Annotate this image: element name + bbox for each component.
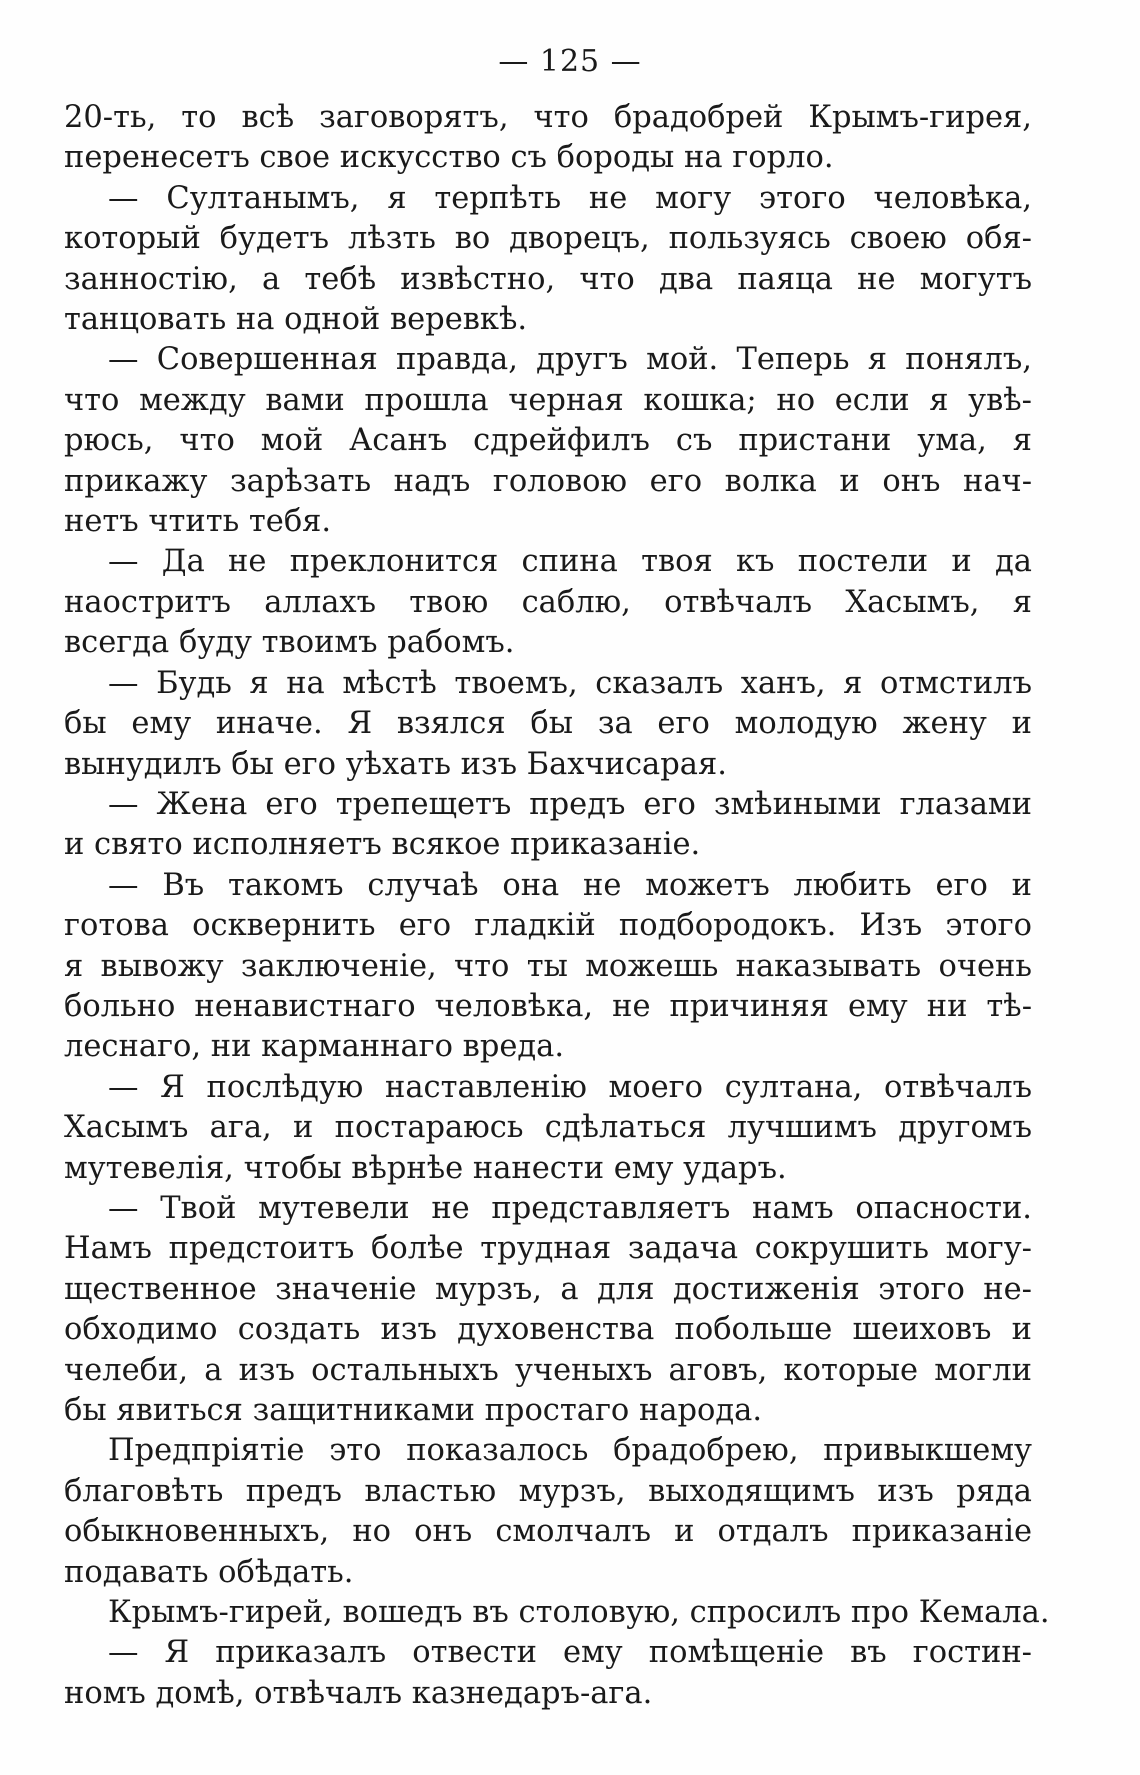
- text-line: — Будь я на мѣстѣ твоемъ, сказалъ ханъ, я отмстилъ: [108, 665, 1032, 701]
- text-line: — Совершенная правда, другъ мой. Теперь я понялъ,: [108, 342, 1032, 378]
- text-line: перенесетъ свое искусство съ бороды на горло.: [64, 140, 834, 176]
- text-line: — Я послѣдую наставленію моего султана, отвѣчалъ: [108, 1069, 1032, 1105]
- text-line: Предпріятіе это показалось брадобрею, привыкшему: [108, 1433, 1032, 1469]
- paragraph: [64, 866, 1032, 1068]
- text-line: — Я приказалъ отвести ему помѣщеніе въ гостин-: [108, 1635, 1032, 1671]
- text-line: мутевелія, чтобы вѣрнѣе нанести ему ударъ.: [64, 1150, 787, 1186]
- text-line: готова осквернить его гладкій подбородокъ. Изъ этого: [64, 908, 1032, 944]
- page-text: [64, 98, 1050, 1714]
- text-line: прикажу зарѣзать надъ головою его волка и онъ нач-: [64, 463, 1032, 499]
- text-line: занностію, а тебѣ извѣстно, что два паяца не могутъ: [64, 261, 1032, 297]
- paragraph: [64, 542, 1032, 663]
- paragraph: [64, 1633, 1032, 1714]
- paragraph: [64, 1189, 1032, 1431]
- page-number: — 125 —: [498, 44, 642, 79]
- text-line: танцовать на одной веревкѣ.: [64, 302, 528, 338]
- paragraph: [64, 340, 1032, 542]
- text-line: номъ домѣ, отвѣчалъ казнедаръ-ага.: [64, 1675, 653, 1711]
- text-line: бы ему иначе. Я взялся бы за его молодую жену и: [64, 706, 1032, 742]
- text-line: челеби, а изъ остальныхъ ученыхъ аговъ, которые могли: [64, 1352, 1032, 1388]
- paragraph: [64, 785, 1032, 866]
- paragraph: [64, 98, 1032, 179]
- text-line: я вывожу заключеніе, что ты можешь наказывать очень: [64, 948, 1032, 984]
- text-line: что между вами прошла черная кошка; но если я увѣ-: [64, 382, 1032, 418]
- text-line: Крымъ-гирей, вошедъ въ столовую, спросилъ про Кемала.: [108, 1595, 1050, 1631]
- text-line: больно ненавистнаго человѣка, не причиняя ему ни тѣ-: [64, 988, 1032, 1024]
- text-line: 20-ть, то всѣ заговорятъ, что брадобрей Крымъ-гирея,: [64, 100, 1032, 135]
- text-line: леснаго, ни карманнаго вреда.: [64, 1029, 565, 1065]
- text-line: вынудилъ бы его уѣхать изъ Бахчисарая.: [64, 746, 727, 782]
- paragraph: [64, 1593, 1050, 1633]
- text-line: — Твой мутевели не представляетъ намъ опасности.: [108, 1190, 1032, 1226]
- text-line: который будетъ лѣзть во дворецъ, пользуясь своею обя-: [64, 221, 1032, 257]
- paragraph: [64, 1068, 1032, 1189]
- text-line: рюсь, что мой Асанъ сдрейфилъ съ пристани ума, я: [64, 423, 1032, 459]
- text-line: Намъ предстоитъ болѣе трудная задача сокрушить могу-: [64, 1231, 1032, 1267]
- paragraph: [64, 664, 1032, 785]
- text-line: благовѣть предъ властью мурзъ, выходящимъ изъ ряда: [64, 1473, 1032, 1509]
- text-line: и свято исполняетъ всякое приказаніе.: [64, 827, 701, 863]
- text-line: — Жена его трепещетъ предъ его змѣиными глазами: [108, 786, 1032, 822]
- text-line: — Да не преклонится спина твоя къ постели и да: [108, 544, 1032, 580]
- paragraph: [64, 179, 1032, 341]
- text-line: подавать обѣдать.: [64, 1554, 354, 1590]
- paragraph: [64, 1431, 1032, 1593]
- text-line: наостритъ аллахъ твою саблю, отвѣчалъ Хасымъ, я: [64, 584, 1032, 620]
- text-line: всегда буду твоимъ рабомъ.: [64, 625, 515, 661]
- text-line: — Султанымъ, я терпѣть не могу этого человѣка,: [108, 180, 1032, 216]
- text-line: обходимо создать изъ духовенства побольше шеиховъ и: [64, 1312, 1032, 1348]
- text-line: Хасымъ ага, и постараюсь сдѣлаться лучшимъ другомъ: [64, 1110, 1032, 1146]
- text-line: бы явиться защитниками простаго народа.: [64, 1393, 763, 1428]
- text-line: щественное значеніе мурзъ, а для достиженія этого не-: [64, 1271, 1032, 1307]
- text-line: нетъ чтить тебя.: [64, 504, 332, 540]
- text-line: обыкновенныхъ, но онъ смолчалъ и отдалъ приказаніе: [64, 1514, 1032, 1550]
- text-line: — Въ такомъ случаѣ она не можетъ любить его и: [108, 867, 1032, 903]
